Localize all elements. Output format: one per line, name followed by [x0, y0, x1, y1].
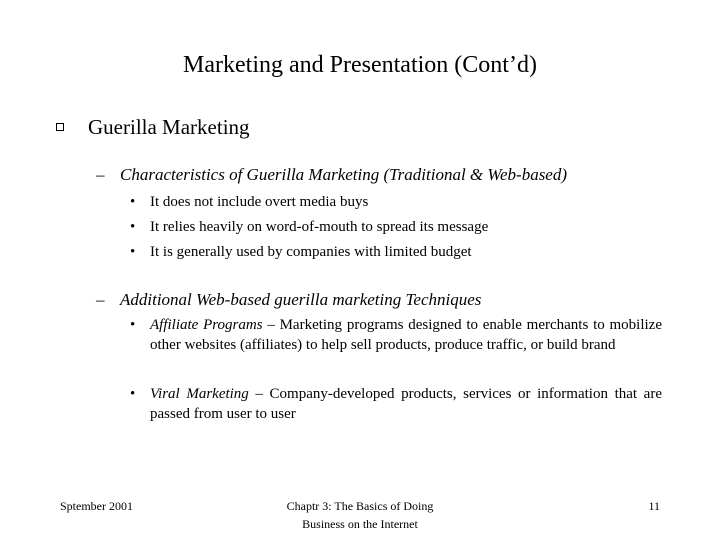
section2-item-affiliate: [130, 315, 662, 355]
dash-marker: –: [96, 165, 105, 184]
bullet-icon: •: [130, 244, 136, 260]
section1-bullet: [130, 242, 662, 262]
item-description: – Marketing programs designed to enable merchants to mobilize other websites (affiliates) to help sell products, produce traffic, or build brand: [150, 317, 662, 353]
item-term: Viral Marketing: [150, 386, 249, 402]
bullet-icon: •: [130, 317, 136, 333]
dash-marker: –: [96, 290, 105, 309]
footer-date: Sptember 2001: [60, 499, 133, 513]
bullet-text: It does not include overt media buys: [150, 194, 369, 210]
section1-bullet: [130, 192, 662, 212]
item-text: [150, 315, 662, 355]
footer-chapter: [240, 497, 480, 533]
section1-bullet: [130, 217, 662, 237]
square-bullet-icon: [56, 123, 64, 131]
item-term: Affiliate Programs: [150, 317, 263, 333]
item-text: [150, 384, 662, 424]
bullet-text: It relies heavily on word-of-mouth to spread its message: [150, 219, 489, 235]
bullet-icon: •: [130, 194, 136, 210]
bullet-icon: •: [130, 219, 136, 235]
main-point-text: Guerilla Marketing: [88, 115, 250, 139]
footer-chapter-line1: Chaptr 3: The Basics of Doing: [286, 499, 434, 513]
item-description: – Company-developed products, services or information that are passed from user to user: [150, 386, 662, 422]
footer-chapter-line2: Business on the Internet: [302, 517, 418, 531]
section2-item-viral: [130, 384, 662, 424]
section1-heading: Characteristics of Guerilla Marketing (Traditional & Web-based): [120, 165, 568, 184]
bullet-icon: •: [130, 386, 136, 402]
slide-title: Marketing and Presentation (Cont’d): [183, 52, 537, 78]
bullet-text: It is generally used by companies with limited budget: [150, 244, 472, 260]
footer-page-number: 11: [648, 499, 660, 513]
section2-heading: Additional Web-based guerilla marketing Techniques: [120, 290, 482, 309]
